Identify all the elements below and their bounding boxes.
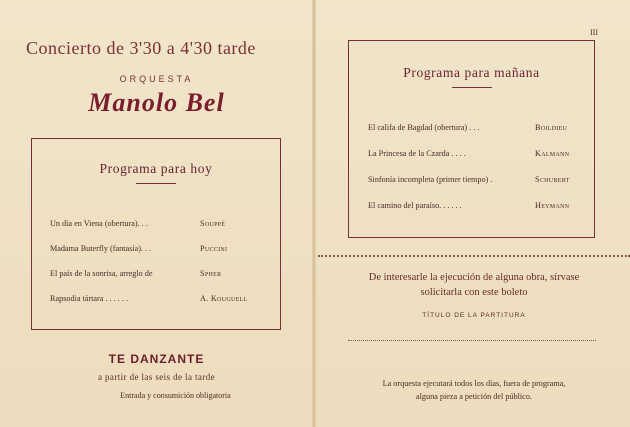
footnote-line-2: alguna pieza a petición del público. <box>416 392 532 401</box>
piece-title: El país de la sonrisa, arreglo de <box>50 269 153 278</box>
piece-title: El califa de Bagdad (obertura) . . . <box>368 123 480 132</box>
orchestra-name: Manolo Bel <box>88 88 225 117</box>
request-line-1: De interesarle la ejecución de alguna obra, sírvase <box>368 272 580 283</box>
piece-composer: Boildieu <box>535 123 568 132</box>
piece-title: La Princesa de la Czarda . . . . <box>368 149 466 158</box>
piece-composer: Schubert <box>535 175 570 184</box>
page-number: III <box>590 28 598 37</box>
te-danzante-title: TE DANZANTE <box>108 352 205 366</box>
program-tomorrow-box <box>348 40 595 238</box>
orchestra-label: ORQUESTA <box>119 74 194 84</box>
te-danzante-note: Entrada y consumición obligatoria <box>120 391 231 400</box>
te-danzante-subtitle: a partir de las seis de la tarde <box>97 372 215 382</box>
piece-composer: Heymann <box>535 201 570 210</box>
request-line-2: solicitarla con este boleto <box>420 287 528 298</box>
piece-title: El camino del paraíso. . . . . . <box>368 201 462 210</box>
title-divider <box>136 183 176 184</box>
piece-title: Madama Buterfly (fantasía). . . <box>50 244 152 253</box>
request-text <box>318 270 630 300</box>
piece-composer: Puccini <box>200 244 228 253</box>
piece-title: Rapsodia tártara . . . . . . <box>50 294 128 303</box>
piece-title: Un día en Viena (obertura). . . <box>50 219 148 228</box>
program-today-box <box>31 138 281 330</box>
score-title-field[interactable] <box>348 340 596 341</box>
piece-composer: Kalmann <box>535 149 570 158</box>
concert-title: Concierto de 3'30 a 4'30 tarde <box>26 38 256 58</box>
piece-composer: Souppé <box>200 219 226 228</box>
footnote <box>318 377 630 403</box>
piece-title: Sinfonía incompleta (primer tiempo) . <box>368 175 493 184</box>
program-today-title: Programa para hoy <box>99 161 213 176</box>
title-divider <box>452 87 492 88</box>
footnote-line-1: La orquesta ejecutará todos los días, fuera de programa, <box>382 379 566 388</box>
piece-composer: Spher <box>200 269 222 278</box>
perforation-line <box>318 255 630 257</box>
piece-composer: A. Kouguell <box>200 294 248 303</box>
program-tomorrow-title: Programa para mañana <box>403 65 540 80</box>
score-title-label: TÍTULO DE LA PARTITURA <box>422 312 526 319</box>
